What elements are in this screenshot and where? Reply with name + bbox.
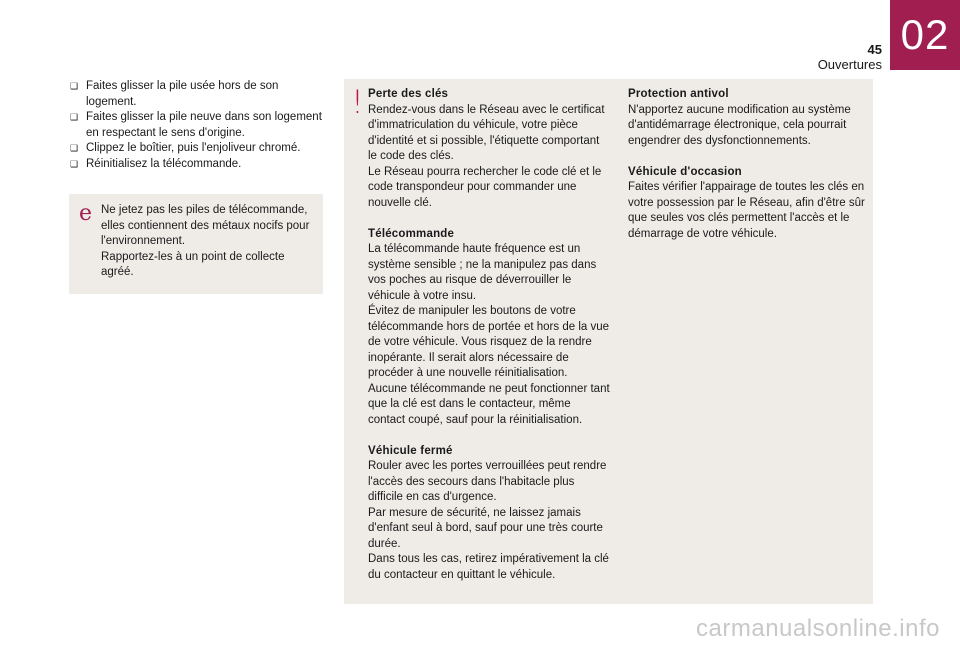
step-text: Réinitialisez la télécommande. — [86, 157, 242, 170]
environment-note — [69, 194, 323, 294]
step-text: Faites glisser la pile neuve dans son logement en respectant le sens d'origine. — [86, 111, 322, 139]
paragraph: Le Réseau pourra rechercher le code clé et le code transpondeur pour commander une nouvelle clé. — [368, 165, 602, 209]
checkbox-bullet-icon: ❑ — [70, 158, 79, 169]
paragraph: Faites vérifier l'appairage de toutes les clés en votre possession par le Réseau, afin d'être sûr que seules vos clés permettent l'accès et le démarrage de votre véhicule. — [628, 181, 865, 240]
chapter-tab: 02 — [890, 0, 960, 70]
step-item — [70, 110, 322, 141]
environment-note-text — [101, 203, 316, 281]
warning-section-used-vehicle — [628, 165, 866, 243]
warning-section-lost-keys — [368, 87, 610, 211]
paragraph: Rendez-vous dans le Réseau avec le certificat d'immatriculation du véhicule, votre pièce d'identité et si possible, l'étiquette comportant le code des clés. — [368, 103, 605, 162]
paragraph: Par mesure de sécurité, ne laissez jamais d'enfant seul à bord, sauf pour une très courte durée. — [368, 506, 603, 550]
step-item — [70, 79, 322, 110]
paragraph: N'apportez aucune modification au système d'antidémarrage électronique, cela pourrait engendrer des dysfonctionnements. — [628, 103, 851, 147]
step-text: Clippez le boîtier, puis l'enjoliveur chromé. — [86, 142, 301, 154]
section-heading: Télécommande — [368, 227, 455, 240]
checkbox-bullet-icon: ❑ — [70, 81, 79, 91]
section-title: Ouvertures — [817, 57, 882, 72]
paragraph: Aucune télécommande ne peut fonctionner tant que la clé est dans le contacteur, même contact coupé, sauf pour la réinitialisation. — [368, 382, 610, 426]
note-line: Ne jetez pas les piles de télécommande, elles contiennent des métaux nocifs pour l'environnement. — [101, 204, 310, 247]
paragraph: La télécommande haute fréquence est un système sensible ; ne la manipulez pas dans vos poches au risque de déverrouiller le véhicule à votre insu. — [368, 243, 597, 302]
paragraph: Dans tous les cas, retirez impérativement la clé du contacteur en quittant le véhicule. — [368, 553, 609, 581]
warning-section-remote — [368, 227, 610, 429]
paragraph: Rouler avec les portes verrouillées peut rendre l'accès des secours dans l'habitacle plus difficile en cas d'urgence. — [368, 460, 607, 503]
warning-column-right — [628, 87, 866, 258]
watermark: carmanualsonline.info — [696, 615, 940, 642]
warning-section-locked-vehicle — [368, 444, 610, 584]
eco-icon: e — [79, 201, 93, 226]
procedure-steps — [70, 79, 322, 172]
warning-section-anti-theft — [628, 87, 866, 149]
step-text: Faites glisser la pile usée hors de son logement. — [86, 80, 279, 108]
page-number: 45 — [867, 42, 882, 57]
step-item — [70, 141, 322, 157]
section-heading: Protection antivol — [628, 88, 729, 100]
note-line: Rapportez-les à un point de collecte agréé. — [101, 250, 285, 278]
section-heading: Véhicule d'occasion — [628, 165, 742, 178]
warning-column-left — [368, 87, 610, 599]
step-item — [70, 157, 322, 173]
section-heading: Perte des clés — [368, 88, 449, 100]
checkbox-bullet-icon: ❑ — [70, 143, 79, 153]
paragraph: Évitez de manipuler les boutons de votre télécommande hors de portée et hors de la vue de votre véhicule. Vous risquez de la rendre inopérante. Il serait alors nécessaire de procéder à une nouvelle réinitialisation. — [368, 305, 610, 379]
checkbox-bullet-icon: ❑ — [70, 112, 79, 122]
section-heading: Véhicule fermé — [368, 444, 453, 457]
warning-box — [344, 79, 873, 604]
warning-icon: ! — [351, 83, 364, 121]
